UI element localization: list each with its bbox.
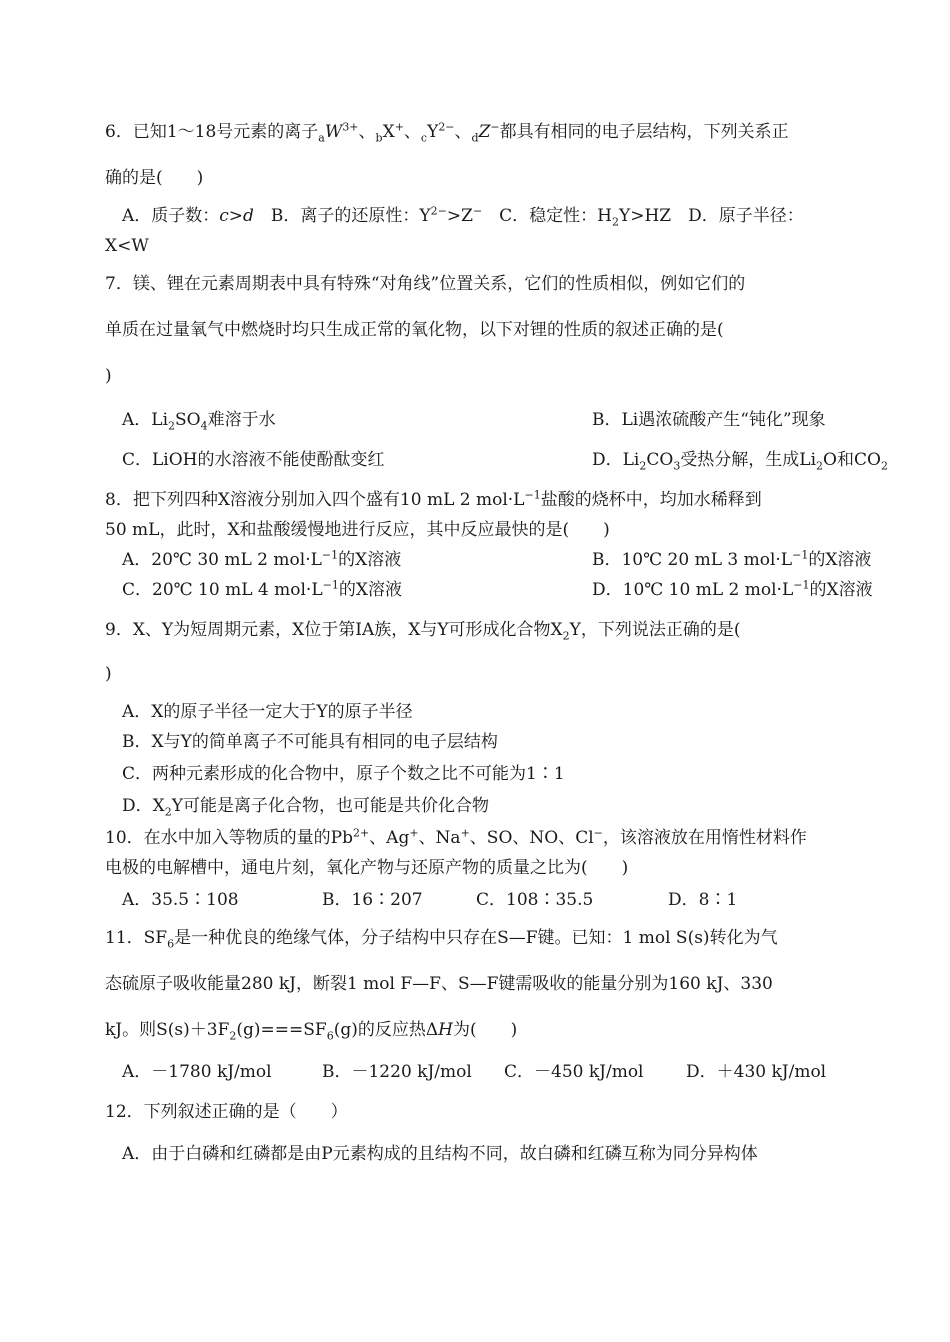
q7-option-b: B．Li遇浓硫酸产生“钝化”现象	[592, 410, 826, 430]
q10-stem-part: 、SO、NO、Cl	[469, 828, 594, 848]
q7-option-d-sub: 3	[673, 459, 681, 473]
q10-stem-charge: +	[460, 826, 470, 840]
q6-option-c: C．稳定性：H	[482, 206, 612, 226]
q9-stem-post: Y，下列说法正确的是(	[569, 620, 741, 640]
q11-enthalpy-symbol: H	[438, 1020, 453, 1040]
q8-option-a-post: 的X溶液	[338, 550, 402, 570]
q9-option-a: A．X的原子半径一定大于Y的原子半径	[122, 702, 413, 722]
q7-options-row1	[122, 408, 854, 432]
q7-option-d-pre: D．Li	[592, 450, 640, 470]
q9-option-d-post: Y可能是离子化合物，也可能是共价化合物	[171, 796, 489, 816]
q6-option-c-sub: 2	[612, 215, 619, 229]
q9-option-d-sub: 2	[164, 805, 172, 819]
q8-stem-line2: 50 mL，此时，X和盐酸缓慢地进行反应，其中反应最快的是( )	[105, 520, 610, 540]
q7-option-a-post: 难溶于水	[207, 410, 276, 430]
q8-stem-post: 盐酸的烧杯中，均加水稀释到	[540, 490, 762, 510]
q10-stem-part: 、Ag	[369, 828, 410, 848]
q8-option-a	[122, 550, 401, 570]
q8-option-a-pre: A．20℃ 30 mL 2 mol·L	[122, 550, 322, 570]
q8-stem-sup: −1	[524, 488, 541, 502]
q7-option-d-sub: 2	[880, 459, 888, 473]
q7-option-a	[122, 410, 276, 433]
q10-stem-part: 、Na	[418, 828, 461, 848]
q6-ion-x-prefix: b	[375, 131, 383, 145]
q6-stem-text: 6．已知1～18号元素的离子	[105, 122, 319, 142]
q8-option-c-sup: −1	[322, 578, 339, 592]
q11-stem-part: 是一种优良的绝缘气体，分子结构中只存在S—F键。已知：1 mol S(s)转化为气	[174, 928, 778, 948]
q12-option-a: A．由于白磷和红磷都是由P元素构成的且结构不同，故白磷和红磷互称为同分异构体	[122, 1144, 758, 1164]
q7-options-row2	[122, 448, 888, 473]
q6-stem-line1	[105, 120, 854, 144]
q6-ion-w: W	[324, 122, 343, 142]
q6-option-d: D．原子半径：	[671, 206, 804, 226]
q6-option-b-charge: 2−	[430, 204, 447, 218]
q9-option-d-pre: D．X	[122, 796, 165, 816]
q6-ion-z: Z	[478, 122, 491, 142]
q6-ion-y-prefix: c	[420, 131, 428, 145]
q8-option-d-sup: −1	[793, 578, 810, 592]
q8-option-b-sup: −1	[792, 548, 809, 562]
q7-option-a-sub: 2	[168, 419, 176, 433]
q8-options-row2	[122, 578, 873, 602]
q8-option-c	[122, 580, 402, 600]
q8-option-d	[592, 578, 873, 602]
q6-sep: 、	[358, 122, 376, 142]
q11-stem-sub: 2	[229, 1029, 237, 1043]
q6-option-a: A．质子数：	[122, 206, 220, 226]
q6-option-a-expr: c>d	[219, 206, 254, 226]
q10-option-a: A．35.5∶108	[122, 890, 239, 910]
q6-stem-text-cont: 都具有相同的电子层结构，下列关系正	[499, 122, 789, 142]
q11-option-c: C．－450 kJ/mol	[504, 1062, 644, 1082]
q7-option-d-mid: 受热分解，生成Li	[680, 450, 817, 470]
q8-option-b	[592, 548, 871, 572]
q7-option-a-sub: 4	[200, 419, 208, 433]
q6-sep: 、	[454, 122, 472, 142]
q7-option-a-mid: SO	[175, 410, 201, 430]
q10-option-b: B．16∶207	[322, 890, 423, 910]
q11-stem-line2: 态硫原子吸收能量280 kJ，断裂1 mol F—F、S—F键需吸收的能量分别为160 kJ、330	[105, 974, 773, 994]
q6-ion-w-charge: 3+	[342, 120, 359, 134]
q8-option-d-pre: D．10℃ 10 mL 2 mol·L	[592, 580, 794, 600]
q12-stem-line1: 12．下列叙述正确的是（ ）	[105, 1102, 348, 1122]
q7-option-d-sub: 2	[816, 459, 824, 473]
q11-stem-part: (g)===SF	[236, 1020, 327, 1040]
q9-stem-sub: 2	[562, 629, 570, 643]
q6-ion-y-charge: 2−	[438, 120, 455, 134]
q10-stem-charge: 2+	[352, 826, 370, 840]
q6-option-b: B．离子的还原性：Y	[253, 206, 431, 226]
q6-option-b-mid: >Z	[446, 206, 473, 226]
q6-option-d-cont: X<W	[105, 236, 149, 256]
q9-stem-pre: 9．X、Y为短周期元素，X位于第ⅠA族，X与Y可形成化合物X	[105, 620, 563, 640]
q7-option-d-mid: CO	[646, 450, 674, 470]
q6-stem-line2: 确的是( )	[105, 168, 204, 188]
q8-option-c-pre: C．20℃ 10 mL 4 mol·L	[122, 580, 323, 600]
q11-option-b: B．－1220 kJ/mol	[322, 1062, 472, 1082]
q7-option-d-sub: 2	[639, 459, 647, 473]
q11-stem-part: 11．SF	[105, 928, 168, 948]
q10-stem-part: 10．在水中加入等物质的量的Pb	[105, 828, 353, 848]
q9-option-d	[122, 794, 854, 818]
q11-stem-part: kJ。则S(s)＋3F	[105, 1020, 230, 1040]
q8-options-row1	[122, 548, 872, 572]
q8-stem-pre: 8．把下列四种X溶液分别加入四个盛有10 mL 2 mol·L	[105, 490, 525, 510]
q7-option-d	[592, 448, 888, 472]
q10-stem-part: ，该溶液放在用惰性材料作	[602, 828, 807, 848]
q11-option-d: D．＋430 kJ/mol	[686, 1062, 827, 1082]
q11-stem-sub: 6	[326, 1029, 334, 1043]
q9-stem-line2: )	[105, 664, 112, 684]
q7-stem-line2: 单质在过量氧气中燃烧时均只生成正常的氧化物，以下对锂的性质的叙述正确的是(	[105, 320, 724, 340]
q6-ion-x-charge: +	[394, 120, 404, 134]
q8-option-b-post: 的X溶液	[808, 550, 872, 570]
q8-option-a-sup: −1	[321, 548, 339, 562]
q10-stem-charge: −	[593, 826, 603, 840]
q10-stem-line1	[105, 826, 854, 850]
q11-stem-line1	[105, 926, 854, 950]
q6-option-c-post: Y>HZ	[619, 206, 672, 226]
q10-option-d: D．8∶1	[668, 890, 738, 910]
q10-stem-line2: 电极的电解槽中，通电片刻，氧化产物与还原产物的质量之比为( )	[105, 858, 629, 878]
q7-option-c: C．LiOH的水溶液不能使酚酞变红	[122, 450, 385, 470]
q7-option-d-mid: O和CO	[823, 450, 881, 470]
q7-stem-line3: )	[105, 366, 112, 386]
q10-stem-charge: +	[409, 826, 419, 840]
q11-stem-part: (g)的反应热Δ	[333, 1020, 439, 1040]
q11-option-a: A．－1780 kJ/mol	[122, 1062, 272, 1082]
q9-stem-line1	[105, 618, 854, 642]
q11-stem-line3	[105, 1018, 854, 1042]
q9-option-b: B．X与Y的简单离子不可能具有相同的电子层结构	[122, 732, 498, 752]
q7-stem-line1: 7．镁、锂在元素周期表中具有特殊“对角线”位置关系，它们的性质相似，例如它们的	[105, 274, 746, 294]
q11-stem-sub: 6	[167, 937, 175, 951]
q8-option-d-post: 的X溶液	[809, 580, 873, 600]
q11-stem-part: 为( )	[452, 1020, 518, 1040]
q6-ion-x: X	[382, 122, 395, 142]
q6-ion-z-charge: −	[490, 120, 500, 134]
q8-option-c-post: 的X溶液	[338, 580, 402, 600]
q6-options-line	[122, 204, 854, 228]
q6-sep: 、	[403, 122, 421, 142]
q8-option-b-pre: B．10℃ 20 mL 3 mol·L	[592, 550, 793, 570]
q10-option-c: C．108∶35.5	[476, 890, 594, 910]
q6-option-b-charge: −	[472, 204, 483, 218]
q9-option-c: C．两种元素形成的化合物中，原子个数之比不可能为1∶1	[122, 764, 565, 784]
q6-ion-w-prefix: a	[318, 131, 325, 145]
q7-option-a-pre: A．Li	[122, 410, 169, 430]
q6-ion-z-prefix: d	[471, 131, 479, 145]
q6-ion-y: Y	[427, 122, 439, 142]
q8-stem-line1	[105, 488, 854, 512]
